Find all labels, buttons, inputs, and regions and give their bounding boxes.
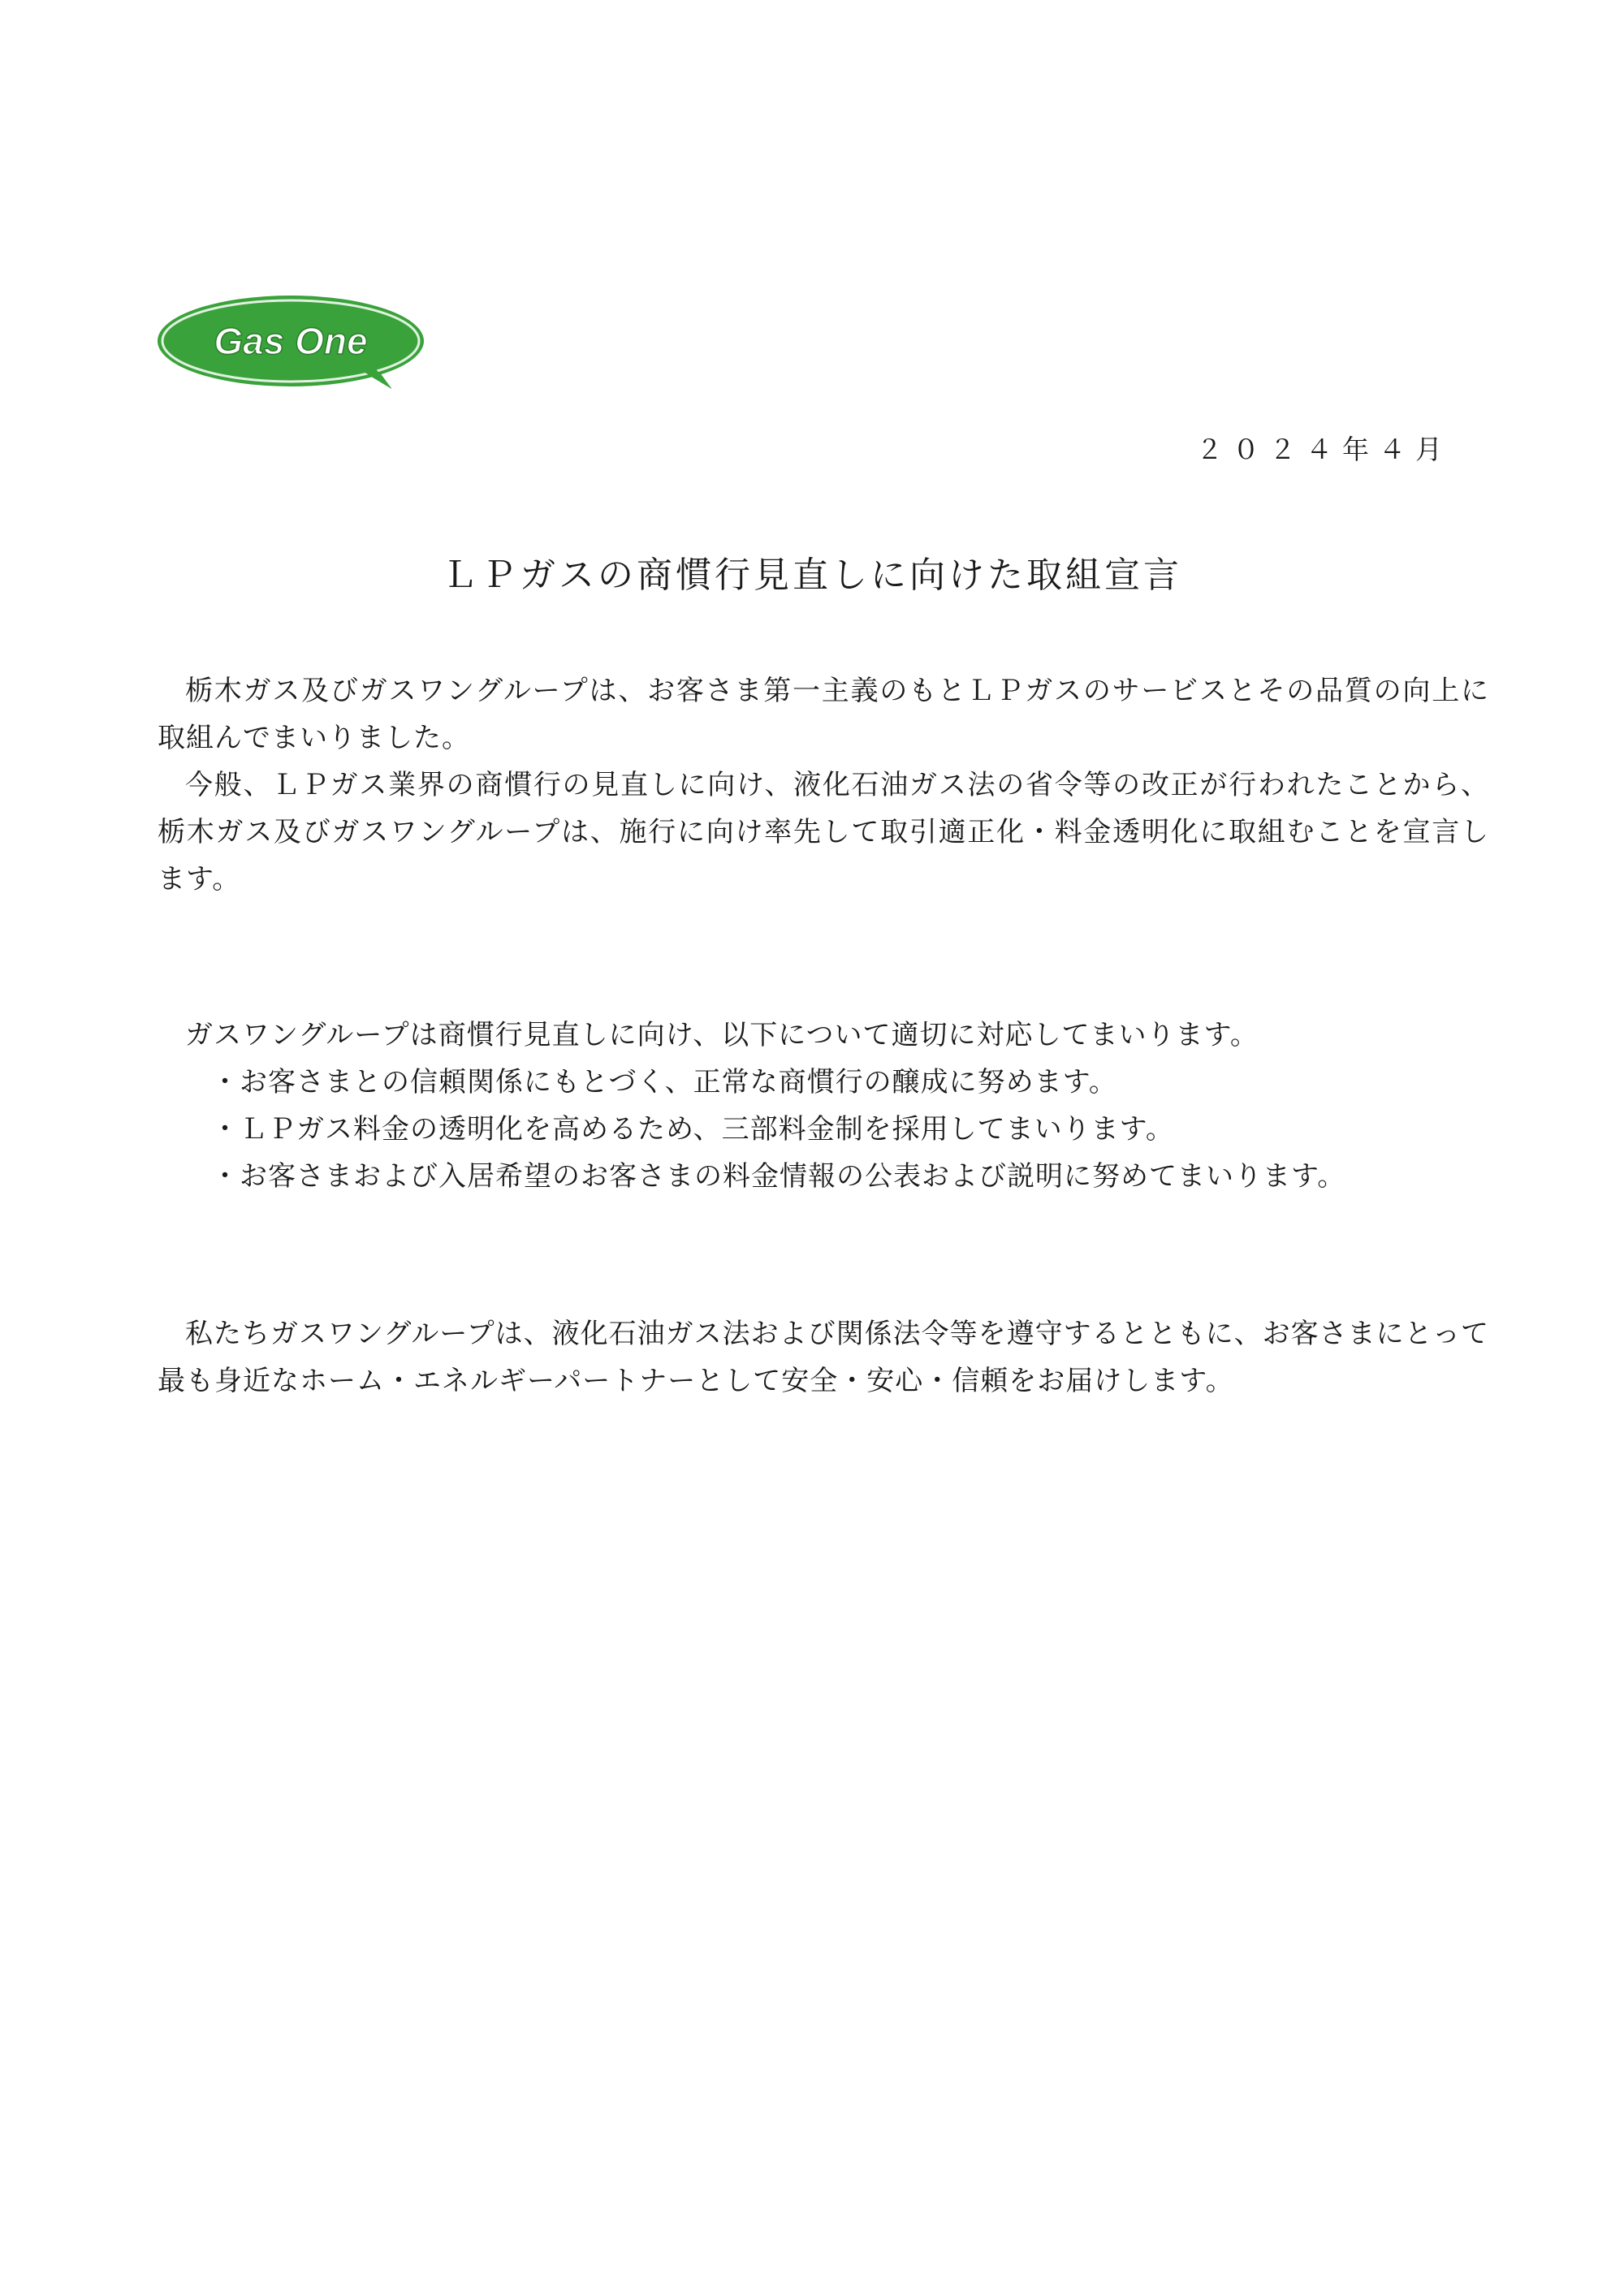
document-date: ２０２４年４月: [1196, 434, 1452, 465]
list-item: ・お客さまおよび入居希望のお客さまの料金情報の公表および説明に努めてまいります。: [211, 1160, 1346, 1193]
logo-text: Gas One: [214, 320, 368, 362]
commitment-list: [211, 1059, 1494, 1200]
list-item: ・ＬＰガス料金の透明化を高めるため、三部料金制を採用してまいります。: [211, 1113, 1174, 1146]
document-title: ＬＰガスの商慣行見直しに向けた取組宣言: [442, 555, 1182, 596]
paragraph-intro: 栃木ガス及びガスワングループは、お客さま第一主義のもとＬＰガスのサービスとその品質の向上に取組んでまいりました。: [158, 675, 1489, 754]
paragraph-declaration: 今般、ＬＰガス業界の商慣行の見直しに向け、液化石油ガス法の省令等の改正が行われたことから、栃木ガス及びガスワングループは、施行に向け率先して取引適正化・料金透明化に取組むことを宣言します。: [158, 769, 1489, 896]
list-item: ・お客さまとの信頼関係にもとづく、正常な商慣行の醸成に努めます。: [211, 1066, 1117, 1098]
paragraph-closing: 私たちガスワングループは、液化石油ガス法および関係法令等を遵守するとともに、お客さまにとって最も身近なホーム・エネルギーパートナーとして安全・安心・信頼をお届けします。: [158, 1318, 1489, 1397]
paragraph-commitment-lead: ガスワングループは商慣行見直しに向け、以下について適切に対応してまいります。: [185, 1019, 1259, 1051]
gas-one-logo: [154, 291, 430, 398]
